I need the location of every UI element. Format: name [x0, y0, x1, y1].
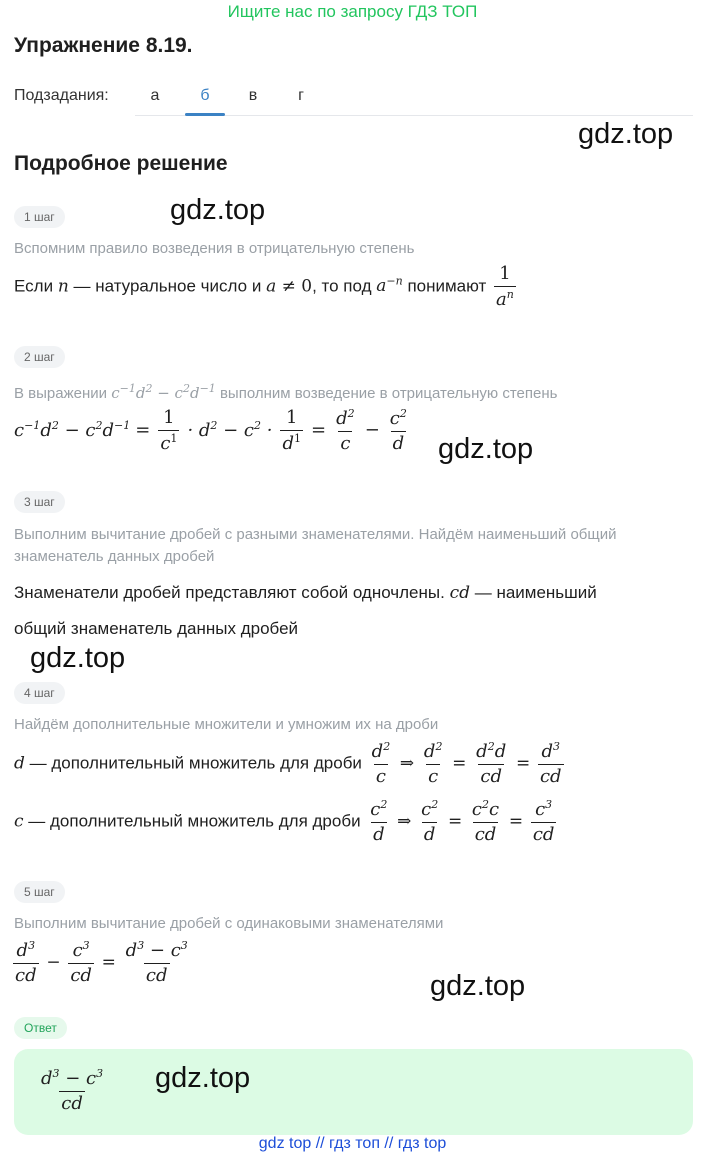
step-2-formula: $c^{-1}d^2 - c^2d^{-1}$ = $\frac{1}{c^1}$ · $d^2 - c^2$ · $\frac{1}{d^1}$ = $\frac{d^2}{c}$ − $\frac{c^2}{d}$: [14, 407, 407, 454]
tab-g[interactable]: г: [298, 87, 304, 104]
step-3-hint-1: Выполним вычитание дробей с разными знаменателями. Найдём наименьший общий: [14, 526, 617, 543]
step-1-hint: Вспомним правило возведения в отрицательную степень: [14, 240, 415, 257]
step-badge-5: 5 шаг: [14, 881, 65, 903]
watermark: gdz.top: [30, 642, 126, 674]
step-1-text-c: , то под: [312, 276, 372, 296]
step-1-text-b: — натуральное число и: [73, 276, 262, 296]
step-1-text-d: понимают: [407, 276, 487, 296]
promo-banner[interactable]: Ищите нас по запросу ГДЗ ТОП: [227, 2, 478, 21]
tab-b[interactable]: б: [200, 87, 210, 104]
watermark: gdz.top: [430, 970, 526, 1002]
watermark: gdz.top: [438, 433, 534, 465]
step-badge-4: 4 шаг: [14, 682, 65, 704]
math: $a^{-n}$: [376, 274, 403, 297]
step-4-line-1: d — дополнительный множитель для дроби $\frac{d^2}{c}$ ⇒ $\frac{d^2}{c}$ = $\frac{d^2d}{cd}$ = $\frac{d^3}{cd}$: [14, 740, 562, 787]
step-3-text: Знаменатели дробей представляют собой одночлены. cd — наименьший: [14, 583, 597, 603]
step-2-hint: В выражении $c^{-1}d^2 - c^2d^{-1}$ выполним возведение в отрицательную степень: [14, 382, 558, 402]
footer-links[interactable]: gdz top // гдз топ // гдз top: [258, 1135, 447, 1152]
watermark: gdz.top: [170, 194, 266, 226]
step-badge-1: 1 шаг: [14, 206, 65, 228]
watermark: gdz.top: [155, 1062, 251, 1094]
step-4-hint: Найдём дополнительные множители и умножим их на дроби: [14, 716, 439, 733]
subtasks-label: Подзадания:: [14, 87, 109, 104]
section-title: Подробное решение: [14, 152, 228, 175]
answer-box: [14, 1049, 693, 1135]
watermark: gdz.top: [578, 118, 674, 150]
step-5-hint: Выполним вычитание дробей с одинаковыми знаменателями: [14, 915, 444, 932]
step-1-text-a: Если: [14, 276, 54, 296]
step-4-line-2: c — дополнительный множитель для дроби $\frac{c^2}{d}$ ⇒ $\frac{c^2}{d}$ = $\frac{c^2c}{cd}$ = $\frac{c^3}{cd}$: [14, 798, 555, 845]
answer-badge: Ответ: [14, 1017, 67, 1039]
fraction: $\frac{1}{a^n}$: [496, 263, 514, 310]
math: a: [266, 276, 277, 297]
step-5-formula: $\frac{d^3}{cd}$ − $\frac{c^3}{cd}$ = $\frac{d^3 - c^3}{cd}$: [15, 939, 188, 986]
math: n: [57, 276, 69, 297]
tab-v[interactable]: в: [248, 87, 258, 104]
step-3-text-cont: общий знаменатель данных дробей: [14, 619, 299, 638]
page-title: Упражнение 8.19.: [14, 34, 193, 57]
active-tab-indicator: [185, 113, 225, 116]
tab-a[interactable]: а: [150, 87, 160, 104]
answer-formula: $\frac{d^3 - c^3}{cd}$: [41, 1067, 104, 1114]
step-badge-2: 2 шаг: [14, 346, 65, 368]
step-3-hint-2: знаменатель данных дробей: [14, 548, 215, 565]
step-1-text: Если n — натуральное число и a ≠ 0, то под $a^{-n}$ понимают $\frac{1}{a^n}$: [14, 263, 514, 310]
step-badge-3: 3 шаг: [14, 491, 65, 513]
